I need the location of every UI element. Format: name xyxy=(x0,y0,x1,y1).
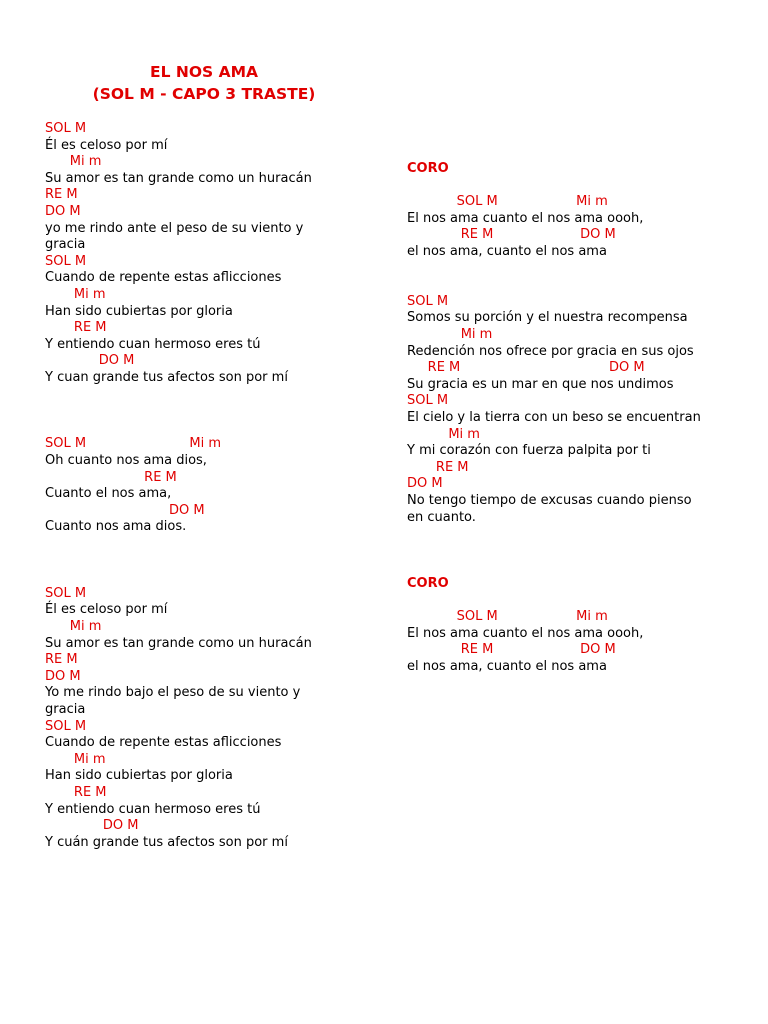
lyric-line: No tengo tiempo de excusas cuando pienso xyxy=(407,493,692,508)
chord-line: RE M DO M xyxy=(407,227,616,243)
lyric-line: Él es celoso por mí xyxy=(45,602,168,618)
lyric-line: Cuando de repente estas aflicciones xyxy=(45,735,282,751)
chord-line: Mi m xyxy=(407,327,493,342)
song-title: EL NOS AMA xyxy=(150,63,258,81)
lyric-line: Su amor es tan grande como un huracán xyxy=(45,635,312,651)
lyric-line: Han sido cubiertas por gloria xyxy=(45,768,233,784)
chord-line: DO M xyxy=(45,818,139,834)
lyric-line: Su amor es tan grande como un huracán xyxy=(45,170,312,186)
chord-line: RE M DO M xyxy=(407,642,616,658)
chord-line: SOL M xyxy=(45,253,87,269)
chord-line: Mi m xyxy=(407,426,480,442)
lyric-line: Su gracia es un mar en que nos undimos xyxy=(407,376,674,392)
chord-line: SOL M xyxy=(407,393,449,409)
chord-line: Mi m xyxy=(45,154,102,170)
chord-line: RE M DO M xyxy=(407,360,645,376)
lyric-line: el nos ama, cuanto el nos ama xyxy=(407,659,607,674)
chord-line: RE M xyxy=(407,459,469,475)
lyric-line: Y cuan grande tus afectos son por mí xyxy=(45,370,288,385)
chord-line: SOL M xyxy=(45,585,87,601)
lyric-line: gracia xyxy=(45,237,86,253)
chord-line: SOL M Mi m xyxy=(407,609,608,625)
chorus-heading: CORO xyxy=(407,161,449,176)
lyric-line: Han sido cubiertas por gloria xyxy=(45,303,233,319)
lyric-line: yo me rindo ante el peso de su viento y xyxy=(45,220,304,236)
lyric-line: El nos ama cuanto el nos ama oooh, xyxy=(407,210,644,226)
lyric-line: Somos su porción y el nuestra recompensa xyxy=(407,310,688,326)
lyric-line: Cuanto el nos ama, xyxy=(45,486,172,502)
song-subtitle-key-capo: (SOL M - CAPO 3 TRASTE) xyxy=(92,85,316,103)
chord-line: SOL M Mi m xyxy=(407,194,608,210)
lyric-line: El cielo y la tierra con un beso se encuentran xyxy=(407,410,701,425)
chord-line: DO M xyxy=(45,353,135,369)
lyric-line: Cuanto nos ama dios. xyxy=(45,519,187,535)
chord-line: RE M xyxy=(45,785,107,800)
chord-line: DO M xyxy=(45,668,81,684)
lyric-line: Y cuán grande tus afectos son por mí xyxy=(45,834,288,850)
lyric-line: Oh cuanto nos ama dios, xyxy=(45,453,207,468)
lyric-line: Y mi corazón con fuerza palpita por ti xyxy=(407,443,651,459)
chord-line: RE M xyxy=(45,187,78,203)
lyric-line: Yo me rindo bajo el peso de su viento y xyxy=(45,685,301,701)
chord-line: RE M xyxy=(45,320,107,336)
chord-line: Mi m xyxy=(45,287,106,302)
lyric-line: Redención nos ofrece por gracia en sus ojos xyxy=(407,343,694,359)
chord-line: Mi m xyxy=(45,751,106,767)
chord-line: DO M xyxy=(45,204,81,219)
chord-line: SOL M xyxy=(45,718,87,734)
lyric-line: Y entiendo cuan hermoso eres tú xyxy=(45,336,261,352)
lyric-line: en cuanto. xyxy=(407,509,476,525)
chord-line: RE M xyxy=(45,652,78,668)
chorus-heading: CORO xyxy=(407,576,449,591)
lyric-line: Él es celoso por mí xyxy=(45,137,168,153)
chord-line: Mi m xyxy=(45,619,102,634)
chord-line: SOL M Mi m xyxy=(45,436,222,452)
chord-line: RE M xyxy=(45,469,177,485)
chord-line: SOL M xyxy=(45,121,87,136)
lyric-line: Cuando de repente estas aflicciones xyxy=(45,270,282,286)
chord-line: DO M xyxy=(407,476,443,492)
chord-line: SOL M xyxy=(407,293,449,309)
lyric-line: el nos ama, cuanto el nos ama xyxy=(407,244,607,259)
chord-line: DO M xyxy=(45,502,205,518)
lyric-line: gracia xyxy=(45,702,86,717)
lyric-line: El nos ama cuanto el nos ama oooh, xyxy=(407,625,644,641)
lyric-line: Y entiendo cuan hermoso eres tú xyxy=(45,801,261,817)
